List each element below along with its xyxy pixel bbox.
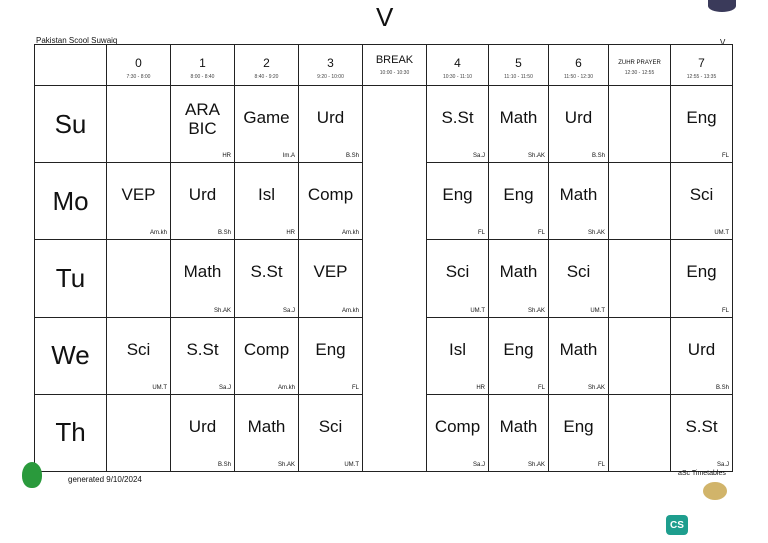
subject: Urd [188,185,217,205]
teacher-code: Sh.AK [277,462,295,468]
teacher-code: Sh.AK [527,153,545,160]
teacher-code: Am.kh [341,230,359,237]
teacher-code: Sa.J [472,462,485,468]
period-header [171,45,235,86]
lesson-cell [299,86,363,163]
teacher-code: FL [351,384,359,391]
subject: Sci [318,416,343,436]
lesson-cell [671,163,733,240]
teacher-code: FL [477,230,485,237]
period-header [671,45,733,86]
lesson-cell [489,163,549,240]
period-time: 11:10 - 11:50 [504,74,533,80]
lesson-cell [235,240,299,317]
lesson-cell [235,317,299,394]
header-row [35,45,733,86]
lesson-cell [427,394,489,471]
subject: Math [499,262,538,282]
day-label: Th [35,394,107,471]
scan-artifact [22,462,42,488]
subject: Sci [126,339,151,359]
lesson-cell [489,394,549,471]
subject: Eng [563,416,594,436]
teacher-code: Sa.J [218,384,231,391]
lesson-cell [171,86,235,163]
subject: Urd [188,416,217,436]
teacher-code: UM.T [344,462,359,468]
teacher-code: Sa.J [282,307,295,314]
day-label: Su [35,86,107,163]
teacher-code: B.Sh [345,153,359,160]
period-label: 6 [575,56,582,70]
subject: Math [247,416,286,436]
teacher-code: B.Sh [217,230,231,237]
subject: Comp [243,339,290,359]
period-label: BREAK [375,54,414,66]
subject: Isl [449,339,466,359]
subject: Eng [503,185,534,205]
lesson-cell [549,163,609,240]
teacher-code: B.Sh [217,462,231,468]
period-header [489,45,549,86]
subject: Isl [258,185,275,205]
lesson-cell [671,86,733,163]
prayer-header [609,45,671,86]
lesson-cell [171,394,235,471]
lesson-cell [427,240,489,317]
lesson-cell [671,394,733,471]
period-label: 2 [263,56,270,70]
period-header [299,45,363,86]
subject: Math [499,108,538,128]
timetable [34,44,733,472]
teacher-code: UM.T [152,384,167,391]
lesson-cell [107,394,171,471]
period-header [107,45,171,86]
lesson-cell [427,86,489,163]
class-title: V [376,2,394,32]
subject: Math [499,416,538,436]
period-label: 4 [454,56,461,70]
day-row [35,86,733,163]
lesson-cell [171,163,235,240]
subject: Eng [442,185,473,205]
lesson-cell [609,163,671,240]
generated-date: generated 9/10/2024 [68,475,142,484]
lesson-cell [609,240,671,317]
teacher-code: UM.T [714,230,729,237]
lesson-cell [671,317,733,394]
lesson-cell [489,86,549,163]
lesson-cell [489,317,549,394]
period-label: 0 [135,56,142,70]
teacher-code: FL [721,307,729,314]
subject: VEP [121,185,156,205]
period-time: 10:30 - 11:10 [442,74,473,80]
period-header [235,45,299,86]
teacher-code: Im.A [282,153,295,160]
period-time: 8:40 - 9:20 [254,74,279,80]
subject: Comp [434,416,481,436]
teacher-code: Sh.AK [587,384,605,391]
lesson-cell [107,86,171,163]
lesson-cell [549,240,609,317]
lesson-cell [427,317,489,394]
subject: Sci [689,185,714,205]
teacher-code: UM.T [470,307,485,314]
period-time: 11:50 - 12:30 [563,74,594,80]
teacher-code: Am.kh [149,230,167,237]
period-label: ZUHR PRAYER [618,60,661,66]
subject: Urd [564,108,593,128]
teacher-code: FL [597,462,605,468]
subject: S.St [685,416,718,436]
lesson-cell [671,240,733,317]
period-label: 3 [327,56,334,70]
lesson-cell [299,394,363,471]
period-label: 5 [515,56,522,70]
lesson-cell [549,86,609,163]
lesson-cell [299,317,363,394]
teacher-code: HR [476,384,485,391]
teacher-code: FL [537,384,545,391]
subject: VEP [313,262,348,282]
lesson-cell [299,240,363,317]
lesson-cell [171,240,235,317]
period-time: 8:00 - 8:40 [190,74,215,80]
period-label: 1 [199,56,206,70]
period-label: 7 [698,56,705,70]
period-time: 10:00 - 10:30 [379,70,410,76]
lesson-cell [549,394,609,471]
period-time: 12:30 - 12:55 [624,70,655,76]
teacher-code: Sh.AK [527,307,545,314]
subject: Math [559,339,598,359]
subject: Urd [316,108,345,128]
lesson-cell [609,317,671,394]
lesson-cell [427,163,489,240]
lesson-cell [609,86,671,163]
lesson-cell [235,163,299,240]
subject: Game [243,108,290,128]
school-name: Pakistan Scool Suwaiq [36,36,118,45]
teacher-code: HR [286,230,295,237]
lesson-cell [609,394,671,471]
subject: Sci [566,262,591,282]
subject: Eng [315,339,346,359]
day-label: Tu [35,240,107,317]
day-label: Mo [35,163,107,240]
subject: Math [183,262,222,282]
lesson-cell [235,394,299,471]
teacher-code: FL [537,230,545,237]
subject: Math [559,185,598,205]
subject: S.St [441,108,474,128]
teacher-code: B.Sh [591,153,605,160]
app-credit: aSc Timetables [678,470,726,477]
subject: S.St [250,262,283,282]
subject: Eng [686,108,717,128]
period-header [427,45,489,86]
scan-artifact [708,0,736,12]
period-header [549,45,609,86]
teacher-code: Sh.AK [527,462,545,468]
scan-artifact [703,482,727,500]
lesson-cell [107,317,171,394]
teacher-code: Am.kh [341,307,359,314]
teacher-code: Sh.AK [213,307,231,314]
day-label: We [35,317,107,394]
break-column [363,86,427,472]
subject: S.St [186,339,219,359]
teacher-code: Sa.J [472,153,485,160]
lesson-cell [489,240,549,317]
teacher-code: HR [222,153,231,160]
break-header [363,45,427,86]
subject: Eng [503,339,534,359]
period-time: 9:20 - 10:00 [317,74,344,80]
subject: Urd [687,339,716,359]
corner-class-mark: V [720,38,726,47]
subject: Sci [445,262,470,282]
subject: Comp [307,185,354,205]
teacher-code: Sh.AK [587,230,605,237]
lesson-cell [549,317,609,394]
period-time: 12:55 - 13:35 [686,74,717,80]
teacher-code: Am.kh [277,384,295,391]
teacher-code: FL [721,153,729,160]
teacher-code: UM.T [590,307,605,314]
corner-cell [35,45,107,86]
lesson-cell [235,86,299,163]
subject: ARABIC [185,100,220,139]
lesson-cell [107,163,171,240]
lesson-cell [299,163,363,240]
teacher-code: B.Sh [715,384,729,391]
subject: Eng [686,262,717,282]
lesson-cell [107,240,171,317]
camscanner-badge: CS [666,515,688,535]
teacher-code: Sa.J [716,462,729,468]
lesson-cell [171,317,235,394]
period-time: 7:30 - 8:00 [126,74,151,80]
